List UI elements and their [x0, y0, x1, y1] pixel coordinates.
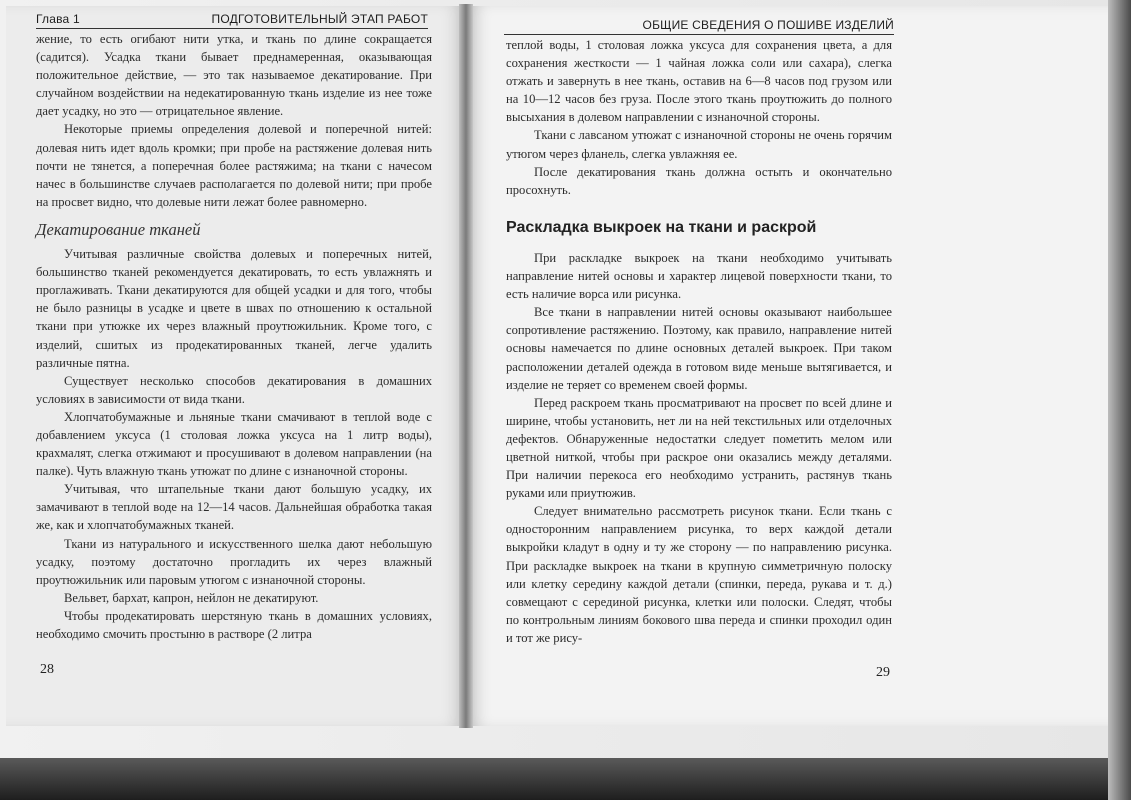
paragraph: Перед раскроем ткань просматривают на просвет по всей длине и ширине, чтобы установить, нет ли на ней текстильных или отделочных дефектов. Обнаруженные недостатки следует пометить мелом или цветной ниткой, чтобы при раскрое они оказались между деталями. При наличии перекоса его необходимо устранить, растянув ткань руками или приутюжив. [506, 395, 892, 501]
header-rule-left [36, 28, 428, 29]
section-heading: Раскладка выкроек на ткани и раскрой [506, 218, 817, 236]
paragraph: Существует несколько способов декатирования в домашних условиях в зависимости от вида ткани. [36, 373, 432, 406]
paragraph: Ткани с лавсаном утюжат с изнаночной стороны не очень горячим утюгом через фланель, слегка увлажняя ее. [506, 128, 892, 161]
chapter-label: Глава 1 [36, 12, 80, 26]
paragraph: жение, то есть огибают нити утка, и ткань по длине сокращается (садится). Усадка ткани бывает преднамеренная, оказывающая положительное действие, — это так называемое декатирование. При случайном воздействии на недекатированную ткань изделие из нее тоже дает усадку, но это — отрицательное явление. [36, 32, 432, 119]
paragraph: Учитывая, что штапельные ткани дают большую усадку, их замачивают в теплой воде на 12—14 часов. Дальнейшая обработка такая же, как и хлопчатобумажных тканей. [36, 482, 432, 533]
paragraph: После декатирования ткань должна остыть и окончательно просохнуть. [506, 164, 892, 197]
paragraph: Все ткани в направлении нитей основы оказывают наибольшее сопротивление растяжению. Поэтому, как правило, направление нитей основы намечается по длине основных деталей выкроек. При таком расположении деталей одежда в готовом виде меньше вытягивается, и изделие не теряет со временем своей формы. [506, 305, 892, 392]
subheading: Декатирование тканей [36, 219, 201, 239]
page-number-left: 28 [40, 662, 54, 677]
scanner-shadow-right [1108, 0, 1131, 800]
header-rule-right [504, 34, 894, 35]
paragraph: Учитывая различные свойства долевых и поперечных нитей, большинство тканей рекомендуется декатировать, то есть увлажнять и проглаживать. Ткани декатируются для общей усадки и для того, чтобы не было разницы в усадке и цвете в швах по отношению к остальной ткани при утюжке их через влажный проутюжильник. Кроме того, с изделий, сшитых из продекатированных тканей, легче удалить различные пятна. [36, 247, 432, 370]
paragraph: Следует внимательно рассмотреть рисунок ткани. Если ткань с односторонним направлением рисунка, то верх каждой детали выкройки кладут в одну и ту же сторону — по направлению рисунка. При раскладке выкроек на ткани в крупную симметричную полоску или клетку середину каждой детали (спинки, переда, рукава и т. д.) совмещают с серединой рисунка, клетки или полоски. Следят, чтобы по контрольным линиям бокового шва переда и спинки проходил один и тот же рису- [506, 504, 892, 645]
running-title-left: ПОДГОТОВИТЕЛЬНЫЙ ЭТАП РАБОТ [211, 12, 428, 26]
paragraph: Вельвет, бархат, капрон, нейлон не декатируют. [64, 590, 319, 605]
paragraph: При раскладке выкроек на ткани необходимо учитывать направление нитей основы и характер лицевой поверхности ткани, то есть наличие ворса или рисунка. [506, 250, 892, 302]
running-title-right: ОБЩИЕ СВЕДЕНИЯ О ПОШИВЕ ИЗДЕЛИЙ [642, 18, 894, 32]
left-body-text [36, 30, 432, 643]
right-body-text [506, 36, 892, 647]
paragraph: Ткани из натурального и искусственного шелка дают небольшую усадку, поэтому достаточно прогладить их через влажный проутюжильник или паровым утюгом с изнаночной стороны. [36, 536, 432, 587]
book-gutter [459, 4, 473, 728]
paragraph: теплой воды, 1 столовая ложка уксуса для сохранения цвета, а для сохранения жесткости — 1 чайная ложка соли или сахара), слегка отжать и завернуть в нее ткань, оставив на 6—8 часов под грузом или на 10—12 часов без груза. После этого ткань проутюжить до полного высыхания в долевом направлении с изнаночной стороны. [506, 38, 892, 125]
page-number-right: 29 [876, 665, 890, 680]
paragraph: Хлопчатобумажные и льняные ткани смачивают в теплой воде с добавлением уксуса (1 столовая ложка уксуса на 1 литр воды), крахмалят, слегка отжимают и просушивают в долевом направлении (на палке). Чуть влажную ткань утюжат по длине с изнаночной стороны. [36, 409, 432, 479]
right-page [468, 6, 1108, 726]
paragraph: Некоторые приемы определения долевой и поперечной нитей: долевая нить идет вдоль кромки; при пробе на растяжение долевая нить почти не тянется, а поперечная более растяжима; на ткани с начесом начес в большинстве случаев располагается по долевой нити; при пробе на просвет видно, что долевые нити лежат более равномерно. [36, 122, 432, 209]
scanner-shadow-bottom [0, 758, 1131, 800]
left-page [6, 6, 464, 726]
paragraph: Чтобы продекатировать шерстяную ткань в домашних условиях, необходимо смочить простыню в растворе (2 литра [36, 608, 432, 641]
